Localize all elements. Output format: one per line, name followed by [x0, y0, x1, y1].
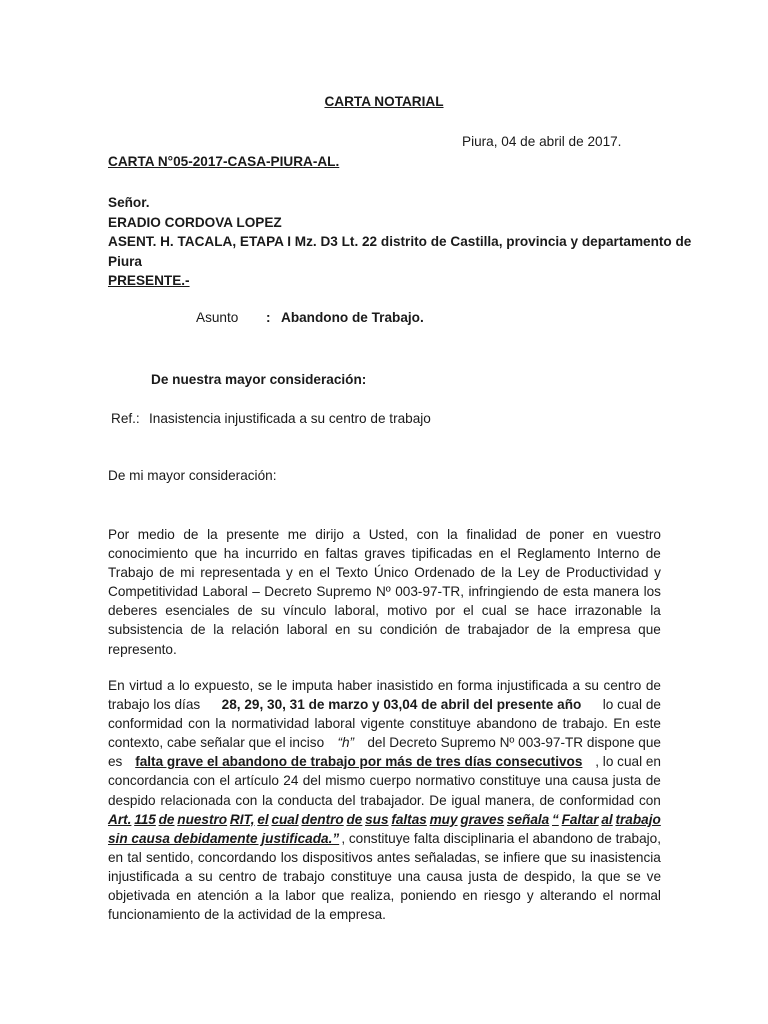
word: a: [352, 527, 361, 542]
word: se: [514, 603, 530, 619]
word: labor: [285, 888, 316, 904]
word: constituye: [479, 773, 541, 789]
text-run: , lo cual en: [595, 754, 661, 770]
word: laboral: [314, 716, 356, 732]
word: los: [280, 849, 299, 865]
word: una: [397, 868, 421, 884]
word: lo: [179, 678, 190, 693]
word: de: [525, 527, 541, 542]
word: relacionada: [160, 792, 231, 808]
word: artículo: [234, 773, 279, 789]
paragraph-line: [108, 563, 661, 582]
word: su: [260, 603, 276, 619]
word: concordando: [197, 849, 277, 865]
word: conocimiento: [108, 546, 189, 562]
word: Nº: [375, 584, 391, 600]
paragraph-line: [108, 544, 661, 563]
word: a: [572, 678, 580, 693]
word: la: [213, 622, 224, 638]
word: cual: [271, 811, 299, 827]
letter-reference-code: CARTA N°05-2017-CASA-PIURA-AL.: [108, 154, 340, 169]
rit-article-line: [108, 810, 661, 829]
word: manera: [593, 584, 640, 600]
word: se: [257, 678, 273, 693]
subject-colon: :: [266, 310, 271, 325]
word: la: [223, 907, 234, 923]
word: imputa: [291, 678, 333, 693]
word: de: [645, 546, 661, 562]
word: Ley: [517, 565, 540, 581]
word: de: [262, 868, 278, 884]
word: de: [503, 868, 519, 884]
word: en: [462, 888, 478, 904]
word: que: [544, 849, 567, 865]
word: irrazonable: [574, 603, 643, 619]
word: cual: [481, 603, 507, 619]
word: concordancia: [108, 773, 189, 789]
word: conformidad: [108, 716, 183, 732]
word: señaladas,: [414, 849, 481, 865]
word: con: [638, 792, 661, 808]
word: vuestro: [616, 527, 661, 542]
word: en: [303, 546, 319, 562]
word: Interno: [596, 546, 640, 562]
word: su: [571, 849, 586, 865]
word: que: [597, 868, 621, 884]
word: se: [626, 868, 641, 884]
word: la: [581, 868, 592, 884]
word: Competitividad: [108, 584, 198, 600]
letter-title: CARTA NOTARIAL: [324, 94, 444, 109]
word: al: [601, 811, 613, 827]
paragraph-line: [108, 582, 661, 601]
word: de: [346, 811, 363, 827]
word: Usted,: [368, 527, 409, 542]
paragraph-line: [108, 525, 661, 544]
paragraph-line: [108, 771, 661, 790]
word: de: [545, 565, 561, 581]
word: faltas: [391, 811, 427, 827]
ref-label: Ref.:: [111, 411, 140, 426]
word: relación: [231, 622, 280, 638]
word: dispositivos: [302, 849, 373, 865]
word: de: [645, 678, 661, 693]
word: de: [204, 907, 220, 923]
word: hace: [537, 603, 567, 619]
word: Reglamento: [517, 546, 591, 562]
word: infiere: [503, 849, 541, 865]
word: en: [298, 565, 314, 581]
word: tipificadas: [411, 546, 473, 562]
word: antes: [376, 849, 411, 865]
word: representada: [200, 565, 281, 581]
word: normativo: [415, 773, 476, 789]
word: de: [158, 811, 175, 827]
word: dirijo: [315, 527, 344, 542]
word: de: [539, 792, 555, 808]
word: la: [559, 622, 570, 638]
word: el: [319, 565, 330, 581]
recipient-name: ERADIO CORDOVA LOPEZ: [108, 214, 282, 230]
word: ha: [223, 546, 239, 562]
word: forma: [457, 678, 493, 693]
word: esta: [562, 584, 589, 600]
word: muy: [429, 811, 458, 827]
paragraph-line: [108, 752, 661, 771]
word: de: [645, 773, 661, 789]
word: mi: [180, 565, 195, 581]
absence-dates: 28, 29, 30, 31 de marzo y 03,04 de abril del presente año: [221, 697, 582, 713]
word: graves: [364, 546, 406, 562]
word: en: [176, 888, 192, 904]
word: cuerpo: [369, 773, 412, 789]
word: trabajo: [283, 868, 325, 884]
word: este: [635, 716, 661, 732]
paragraph-line: [108, 676, 661, 695]
word: constituye: [330, 868, 392, 884]
word: –: [252, 584, 260, 600]
word: trabajo: [615, 811, 661, 827]
text-run: es: [108, 754, 123, 770]
word: el: [257, 811, 269, 827]
word: causa: [426, 868, 463, 884]
word: motivo: [387, 603, 428, 619]
word: empresa: [577, 622, 631, 638]
word: 003-97-TR,: [395, 584, 464, 600]
word: justa: [612, 773, 642, 789]
body-paragraph-1: [108, 525, 661, 659]
paragraph-line: [108, 791, 661, 810]
word: Productividad: [566, 565, 649, 581]
subject-value: Abandono de Trabajo.: [281, 310, 424, 325]
word: a: [254, 888, 263, 904]
text-run: trabajo los días: [108, 697, 201, 713]
word: con: [235, 792, 258, 808]
word: Decreto: [264, 584, 312, 600]
word: despido,: [524, 868, 576, 884]
word: el: [463, 603, 474, 619]
word: trabajador: [467, 622, 529, 638]
word: de: [543, 584, 559, 600]
word: con: [188, 716, 211, 732]
word: ve: [646, 868, 661, 884]
word: le: [276, 678, 288, 693]
paragraph-line: [108, 695, 661, 714]
word: abandono: [476, 716, 537, 732]
word: que: [638, 622, 661, 638]
word: virtud: [129, 678, 163, 693]
word: con: [193, 773, 216, 789]
word: objetivada: [108, 888, 170, 904]
word: haber: [337, 678, 373, 693]
paragraph-line: [108, 640, 661, 659]
paragraph-line: [108, 905, 661, 924]
word: a: [184, 868, 193, 884]
word: centro: [603, 678, 642, 693]
word: con: [416, 527, 439, 542]
word: los: [643, 584, 661, 600]
word: poniendo: [400, 888, 457, 904]
word: y: [526, 888, 534, 904]
word: despido: [108, 792, 156, 808]
word: en: [108, 849, 124, 865]
word: riesgo: [483, 888, 521, 904]
word: Laboral: [202, 584, 248, 600]
word: su: [584, 678, 599, 693]
word: normatividad: [231, 716, 310, 732]
word: la: [314, 907, 326, 923]
greeting-secondary: De mi mayor consideración:: [108, 468, 277, 483]
word: En: [613, 716, 630, 732]
serious-fault-clause: falta grave el abandono de trabajo por más de tres días consecutivos: [135, 754, 583, 770]
greeting-primary: De nuestra mayor consideración:: [151, 372, 367, 387]
word: la: [447, 527, 458, 542]
word: Art.: [108, 811, 132, 827]
paragraph-line: [108, 829, 661, 848]
word: y: [286, 565, 293, 581]
text-run: lo cual de: [602, 697, 661, 713]
word: medio: [137, 527, 175, 542]
word: Único: [373, 565, 409, 581]
word: la: [501, 565, 512, 581]
word: atención: [197, 888, 249, 904]
word: infringiendo: [468, 584, 539, 600]
word: justa: [468, 868, 498, 884]
word: Ordenado: [414, 565, 475, 581]
word: de: [295, 907, 311, 923]
word: y: [654, 565, 661, 581]
word: expuesto,: [194, 678, 254, 693]
word: de: [536, 622, 552, 638]
text-run: contexto, cabe señalar que el inciso: [108, 735, 325, 751]
word: tal: [127, 849, 142, 865]
body-paragraph-2: [108, 676, 661, 924]
word: constituye: [409, 716, 471, 732]
word: la: [650, 603, 661, 619]
word: trabajador.: [360, 792, 425, 808]
word: de: [480, 565, 496, 581]
recipient-address-line1: ASENT. H. TACALA, ETAPA I Mz. D3 Lt. 22 distrito de Castilla, provincia y departamento de: [108, 234, 692, 249]
word: esenciales: [165, 603, 230, 619]
word: condición: [379, 622, 438, 638]
word: sentido,: [145, 849, 194, 865]
word: faltas: [325, 546, 358, 562]
word: el: [500, 546, 511, 562]
word: la: [207, 527, 218, 542]
word: manera,: [484, 792, 535, 808]
word: “: [552, 811, 559, 827]
word: poner: [549, 527, 585, 542]
word: finalidad: [466, 527, 517, 542]
word: Trabajo: [108, 565, 154, 581]
word: mismo: [325, 773, 366, 789]
word: su: [357, 622, 373, 638]
paragraph-line: [108, 714, 661, 733]
recipient-block: [108, 193, 692, 291]
word: De: [429, 792, 447, 808]
word: sus: [365, 811, 389, 827]
word: laboral,: [334, 603, 380, 619]
word: de: [159, 565, 175, 581]
word: su: [198, 868, 213, 884]
word: represento.: [108, 641, 177, 657]
recipient-address-line2: Piura: [108, 253, 142, 269]
word: Por: [108, 527, 130, 542]
word: conformidad: [559, 792, 635, 808]
word: en: [437, 678, 453, 693]
word: conducta: [277, 792, 333, 808]
paragraph-line: [108, 848, 661, 867]
word: la: [215, 716, 226, 732]
word: 115: [134, 811, 156, 827]
word: subsistencia: [108, 622, 183, 638]
inciso-reference: “h”: [337, 735, 355, 751]
word: Faltar: [561, 811, 599, 827]
word: vínculo: [283, 603, 327, 619]
word: funcionamiento: [108, 907, 201, 923]
word: inasistido: [376, 678, 434, 693]
recipient-presente: PRESENTE.-: [108, 273, 190, 288]
word: señala: [506, 811, 550, 827]
word: alterando: [539, 888, 597, 904]
word: injustificada: [496, 678, 568, 693]
text-run: , constituye falta disciplinaria el abandono de trabajo,: [341, 830, 661, 846]
word: deberes: [108, 603, 158, 619]
subject-label: Asunto: [196, 310, 239, 325]
word: del: [302, 773, 321, 789]
word: incurrido: [245, 546, 298, 562]
word: vigente: [360, 716, 405, 732]
word: que: [194, 546, 218, 562]
word: empresa.: [329, 907, 386, 923]
word: se: [484, 849, 499, 865]
paragraph-line: [108, 620, 661, 639]
word: el: [602, 888, 614, 904]
word: que: [321, 888, 345, 904]
word: el: [219, 773, 231, 789]
word: centro: [218, 868, 257, 884]
word: laboral: [286, 622, 328, 638]
word: inasistencia: [589, 849, 661, 865]
word: en: [335, 622, 351, 638]
word: dentro: [301, 811, 344, 827]
word: injustificada: [108, 868, 180, 884]
word: del: [337, 792, 356, 808]
word: 24: [283, 773, 299, 789]
word: actividad: [237, 907, 292, 923]
word: En: [108, 678, 125, 693]
word: RIT,: [229, 811, 255, 827]
rit-article-quote-end: sin causa debidamente justificada.”: [108, 830, 340, 846]
paragraph-line: [108, 601, 661, 620]
word: nuestro: [177, 811, 228, 827]
word: Texto: [335, 565, 369, 581]
word: realiza,: [350, 888, 395, 904]
word: por: [435, 603, 455, 619]
word: en: [592, 527, 608, 542]
word: de: [445, 622, 461, 638]
paragraph-line: [108, 867, 661, 886]
ref-value: Inasistencia injustificada a su centro de trabajo: [149, 411, 431, 426]
place-date: Piura, 04 de abril de 2017.: [462, 134, 622, 149]
word: me: [287, 527, 307, 542]
word: graves: [460, 811, 505, 827]
word: de: [237, 603, 253, 619]
paragraph-line: [108, 886, 661, 905]
word: de: [542, 716, 558, 732]
word: una: [545, 773, 568, 789]
word: a: [167, 678, 175, 693]
word: trabajo.: [562, 716, 608, 732]
word: la: [262, 792, 273, 808]
word: causa: [572, 773, 609, 789]
word: Supremo: [316, 584, 372, 600]
recipient-salutation: Señor.: [108, 195, 150, 210]
paragraph-line: [108, 733, 661, 752]
word: la: [268, 888, 280, 904]
word: normal: [619, 888, 661, 904]
word: igual: [451, 792, 481, 808]
word: en: [478, 546, 494, 562]
word: de: [190, 622, 206, 638]
text-run: del Decreto Supremo Nº 003-97-TR dispone que: [367, 735, 661, 751]
word: de: [183, 527, 199, 542]
word: presente: [226, 527, 280, 542]
